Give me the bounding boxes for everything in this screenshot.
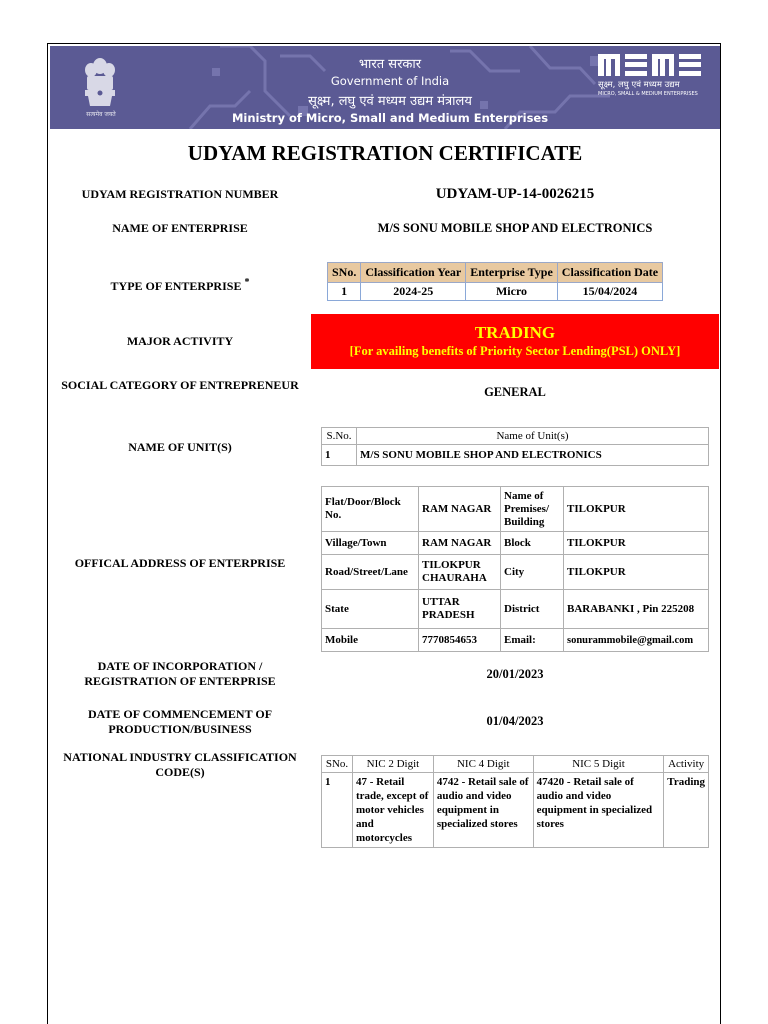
nic-cell-activity: Trading xyxy=(664,773,709,848)
type-asterisk: * xyxy=(244,277,250,288)
government-hindi: भारत सरकार xyxy=(358,57,422,72)
address-city-label: City xyxy=(501,555,564,590)
address-flat-label: Flat/Door/Block No. xyxy=(322,487,419,532)
emblem-caption: सत्यमेव जयते xyxy=(86,111,116,118)
major-activity-value: TRADING xyxy=(474,323,556,342)
nic-cell-2digit: 47 - Retail trade, except of motor vehicles and motorcycles xyxy=(352,773,433,848)
table-row xyxy=(322,532,709,555)
units-table xyxy=(321,427,709,466)
nic-cell-sno: 1 xyxy=(322,773,353,848)
type-cell-date: 15/04/2024 xyxy=(557,283,662,301)
nic-table xyxy=(321,755,709,848)
address-state: UTTAR PRADESH xyxy=(419,590,501,629)
units-cell-sno: 1 xyxy=(322,445,357,466)
address-mobile: 7770854653 xyxy=(419,629,501,652)
type-cell-year: 2024-25 xyxy=(361,283,466,301)
social-category-label: SOCIAL CATEGORY OF ENTREPRENEUR xyxy=(61,378,299,392)
address-email-label: Email: xyxy=(501,629,564,652)
msme-logo-icon xyxy=(598,54,702,76)
unit-names-label: NAME OF UNIT(S) xyxy=(128,440,232,454)
address-city: TILOKPUR xyxy=(564,555,709,590)
major-activity-note: [For availing benefits of Priority Sector Lending(PSL) ONLY] xyxy=(349,344,681,358)
nic-header-4digit: NIC 4 Digit xyxy=(433,756,533,773)
address-label: OFFICAL ADDRESS OF ENTERPRISE xyxy=(74,556,286,570)
commencement-label: DATE OF COMMENCEMENT OF PRODUCTION/BUSINESS xyxy=(87,707,273,736)
reg-number-label: UDYAM REGISTRATION NUMBER xyxy=(81,187,279,201)
table-row xyxy=(322,590,709,629)
type-label-wrap xyxy=(55,275,305,294)
type-cell-sno: 1 xyxy=(328,283,361,301)
type-table xyxy=(327,262,663,301)
table-row xyxy=(322,555,709,590)
address-mobile-label: Mobile xyxy=(322,629,419,652)
table-row xyxy=(328,283,663,301)
type-label: TYPE OF ENTERPRISE xyxy=(110,279,242,293)
ministry-english: Ministry of Micro, Small and Medium Enterprises xyxy=(231,111,549,125)
msme-logo-english: MICRO, SMALL & MEDIUM ENTERPRISES xyxy=(598,91,698,97)
msme-logo-hindi: सूक्ष्म, लघु एवं मध्यम उद्यम xyxy=(598,80,680,90)
address-block-label: Block xyxy=(501,532,564,555)
nic-label: NATIONAL INDUSTRY CLASSIFICATION CODE(S) xyxy=(63,750,297,779)
type-header-sno: SNo. xyxy=(328,263,361,283)
type-table-header xyxy=(328,263,663,283)
type-header-year: Classification Year xyxy=(361,263,466,283)
reg-number: UDYAM-UP-14-0026215 xyxy=(435,186,595,202)
incorporation-date: 20/01/2023 xyxy=(486,667,544,681)
address-district: BARABANKI , Pin 225208 xyxy=(564,590,709,629)
units-cell-name: M/S SONU MOBILE SHOP AND ELECTRONICS xyxy=(357,445,709,466)
certificate-title: UDYAM REGISTRATION CERTIFICATE xyxy=(187,141,583,165)
table-row xyxy=(322,773,709,848)
nic-header-5digit: NIC 5 Digit xyxy=(533,756,664,773)
nic-header-activity: Activity xyxy=(664,756,709,773)
address-road-label: Road/Street/Lane xyxy=(322,555,419,590)
ministry-hindi: सूक्ष्म, लघु एवं मध्यम उद्यम मंत्रालय xyxy=(308,94,472,109)
address-premises: TILOKPUR xyxy=(564,487,709,532)
address-email: sonurammobile@gmail.com xyxy=(564,629,709,652)
table-row xyxy=(322,487,709,532)
address-village: RAM NAGAR xyxy=(419,532,501,555)
nic-table-header xyxy=(322,756,709,773)
table-row xyxy=(322,445,709,466)
address-premises-label: Name of Premises/ Building xyxy=(501,487,564,532)
address-road: TILOKPUR CHAURAHA xyxy=(419,555,501,590)
address-district-label: District xyxy=(501,590,564,629)
major-activity-box xyxy=(311,314,719,369)
nic-header-2digit: NIC 2 Digit xyxy=(352,756,433,773)
nic-header-sno: SNo. xyxy=(322,756,353,773)
units-table-header xyxy=(322,428,709,445)
incorporation-label: DATE OF INCORPORATION / REGISTRATION OF ENTERPRISE xyxy=(84,659,276,688)
address-block: TILOKPUR xyxy=(564,532,709,555)
type-cell-type: Micro xyxy=(466,283,558,301)
address-village-label: Village/Town xyxy=(322,532,419,555)
commencement-date: 01/04/2023 xyxy=(486,714,544,728)
type-header-date: Classification Date xyxy=(557,263,662,283)
enterprise-name: M/S SONU MOBILE SHOP AND ELECTRONICS xyxy=(377,221,653,235)
government-english: Government of India xyxy=(330,74,450,88)
address-table xyxy=(321,486,709,652)
nic-cell-5digit: 47420 - Retail sale of audio and video equipment in specialized stores xyxy=(533,773,664,848)
units-header-name: Name of Unit(s) xyxy=(357,428,709,445)
table-row xyxy=(322,629,709,652)
nic-cell-4digit: 4742 - Retail sale of audio and video equipment in specialized stores xyxy=(433,773,533,848)
enterprise-name-label: NAME OF ENTERPRISE xyxy=(112,221,248,235)
address-state-label: State xyxy=(322,590,419,629)
units-header-sno: S.No. xyxy=(322,428,357,445)
social-category: GENERAL xyxy=(484,385,546,399)
major-activity-label: MAJOR ACTIVITY xyxy=(126,334,234,348)
type-header-type: Enterprise Type xyxy=(466,263,558,283)
address-flat: RAM NAGAR xyxy=(419,487,501,532)
